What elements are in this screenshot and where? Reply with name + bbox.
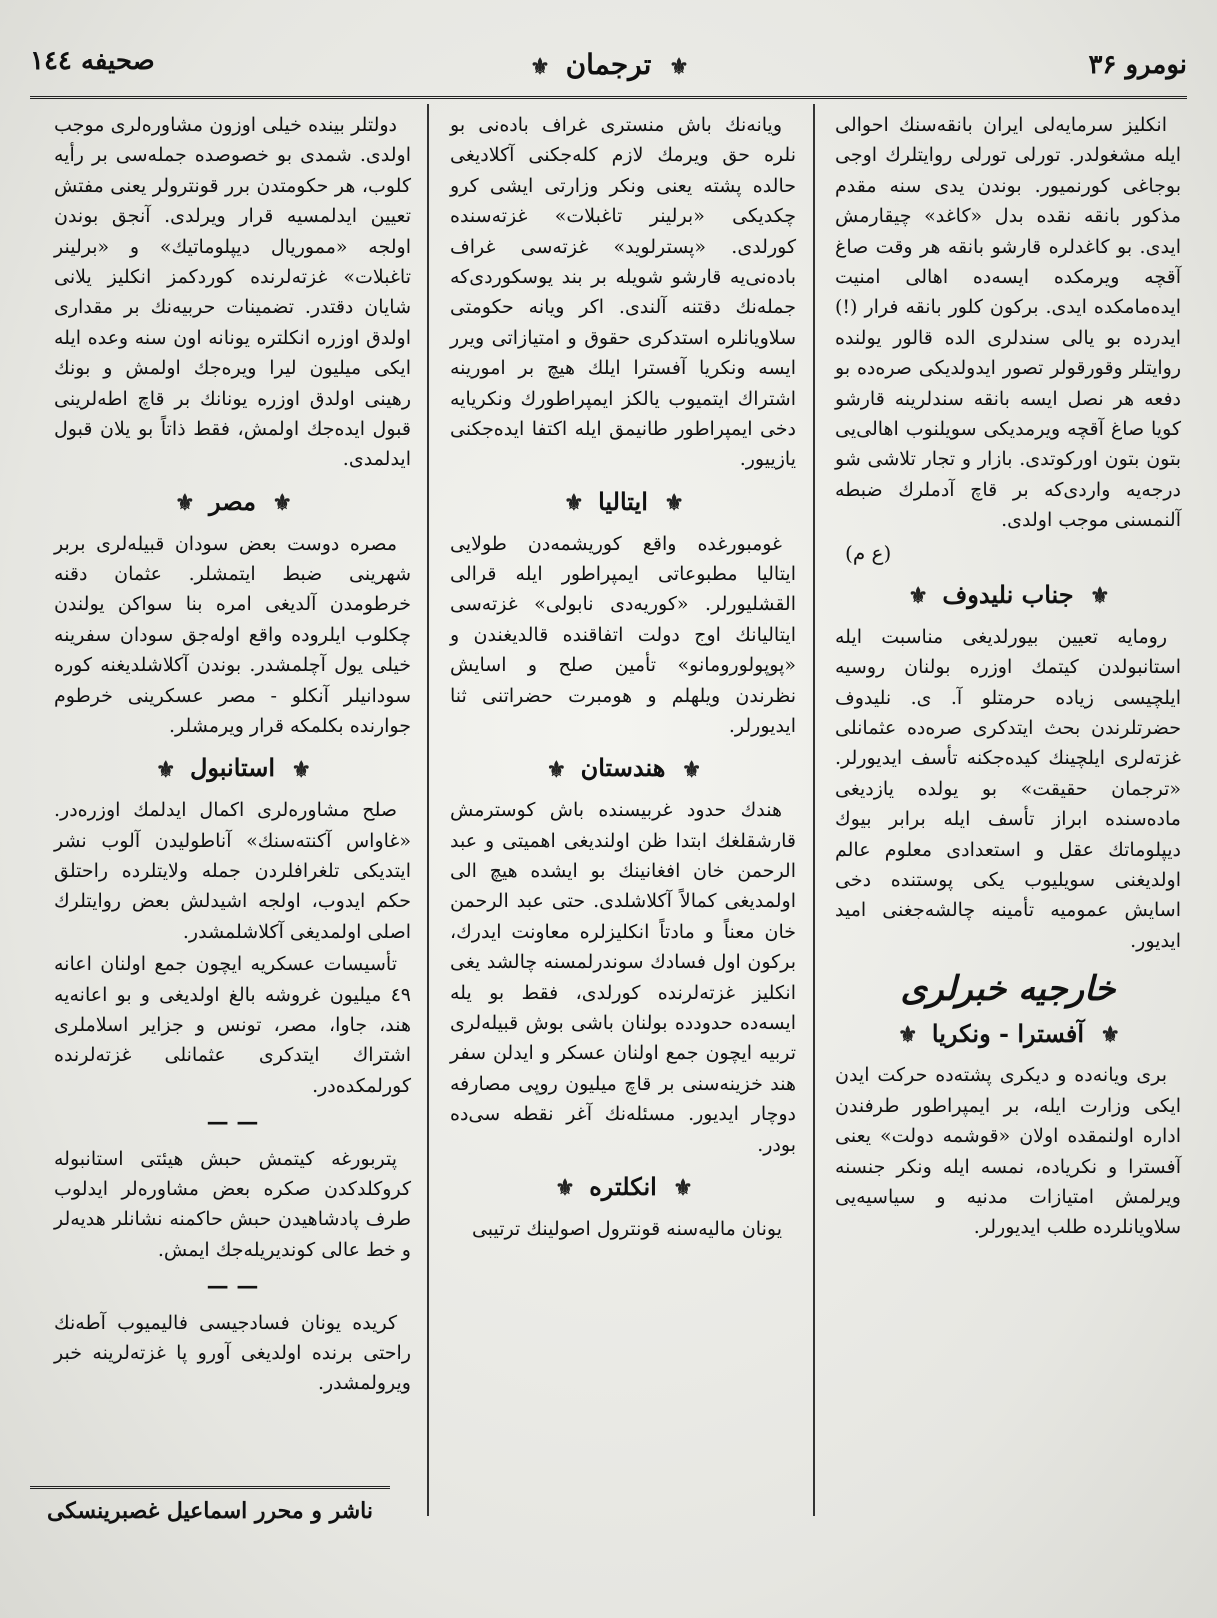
section-heading-text: استانبول — [189, 753, 276, 783]
article-paragraph: هندك حدود غربيسنده باش كوسترمش قارشقلغك ابتدا ظن اولنديغى اهميتى و عبد الرحمن خان افغانينك بو ايشده هيچ الى اولمديغى كمالاً آكلاشلدى. حتى عبد الرحمن خان معناً و مادتاً انكليزلره معاونت ايدرك، بركون اول فسادك سوندرلمسنه چالشد يغى انكليز غزته‌لرنده كورلدى، فقط بو يله ايسه‌ده حدودده بولنان باشى بوش قبيله‌لرى تربيه ايچون جمع اولنان عسكر و ايدلن سفر هند خزينه‌سنى بر قاچ ميليون روپى مصارفه دوچار ايديور. مسئله‌نك آغر نقطه سى‌ده بودر. — [450, 799, 796, 1156]
masthead-title-text: ترجمان — [565, 48, 652, 81]
article-paragraph: تأسيسات عسكريه ايچون جمع اولنان اعانه ٤٩ ميليون غروشه بالغ اولديغى و بو اعانه‌يه هند، جاوا، مصر، تونس و جزاير اسلاملرى اشتراك ايتدكرى عثمانلى غزته‌لرنده كورلمكده‌در. — [54, 953, 411, 1097]
issue-number: نومرو ۳۶ — [1088, 50, 1187, 80]
article-paragraph: برى ويانه‌ده و ديكرى پشته‌ده حركت ايدن ايكى وزارت ايله، بر ايمپراطور طرفندن اداره اولنمقده اولان «قوشمه دولت» يعنى آفسترا و نكريا‌ده، نمسه ايله ونكر جنسنه ويرلمش امتيازات مدنيه و سياسيه‌يى سلاويانلرده طلب ايديورلر. — [835, 1064, 1181, 1239]
article-paragraph: پتربورغه كيتمش حبش هيئتى استانبوله كروكلدكدن صكره بعض مشاوره‌لر ايدلوب طرف پادشاهيدن حبش حاكمنه نشانلر هديه‌لر و خط عالى كونديريله‌جك ايمش. — [54, 1147, 411, 1261]
section-heading — [835, 1019, 1181, 1051]
ornament-icon: ⚜ — [530, 53, 548, 80]
masthead-title — [30, 48, 1187, 81]
section-heading-text: مصر — [209, 486, 256, 516]
column-middle — [438, 104, 808, 1516]
footer-rule — [30, 1486, 390, 1489]
section-heading — [54, 753, 411, 785]
section-heading-text: آفسترا - ونكريا — [931, 1018, 1085, 1048]
article-paragraph: يونان ماليه‌سنه قونترول اصولينك ترتيبى — [471, 1217, 782, 1240]
section-heading-text: ايتاليا — [598, 486, 648, 516]
article-paragraph: ويانه‌نك باش منسترى غراف باده‌نى بو نلره حق ويرمك لازم كله‌جكنى آكلاديغى حالده پشته يعنى ونكر وزارتى ايشى كرو چكديكى «برلينر تاغبلات» غزته‌سنده كورلدى. «پسترلويد» غزته‌سى غراف باده‌نى‌يه قارشو شويله بر بند يوسكوردى‌كه جمله‌نك دقتنه آلندى. اكر ويانه حكومتى سلاويانلره استدكرى حقوق و امتيازاتى ويرر ايسه ونكريا آفسترا ايلك هيچ بر امورينه اشتراك ايتميوب يالكز ايمپراطورك ونكريايه دخى ايمپراطور طانيمق ايله اكتفا ايده‌جكنى يازييور. — [450, 114, 796, 471]
column-right — [823, 104, 1193, 1516]
ornament-icon: ⚜ — [897, 1021, 916, 1048]
section-heading — [54, 487, 411, 519]
major-section-heading: خارجيه خبرلرى — [900, 969, 1116, 1010]
ornament-icon: ⚜ — [564, 490, 582, 517]
article-paragraph: انكليز سرمايه‌لى ايران بانقه‌سنك احوالى ايله مشغولدر. تورلى تورلى روايتلرك اوجى بوجاغى كورنميور. بوندن يدى سنه مقدم مذكور بانقه نقده بدل «كاغد» چيقارمش ايدى. بو كاغدلره قارشو بانقه هر وقت صاغ آقچه ويرمكده ايسه‌ده اهالى امنيت ايده‌مامكده ايدى. بركون كلور بانقه فرار (!) ايدرده بو يالى سندلرى الده قالور يولنده روايتلر وقورقولر تصور ايدولديكى صره‌ده بو دفعه هر نصل ايسه بانقه سندلرينه قارشو كويا صاغ آقچه ويرمديكى سويلنوب اهالى‌يى بتون بتون اوركوتدى. بازار و تجار تلاشى شو درجه‌يه واردى‌كه بر قاچ آدملرك ضبطه آلنمسنى موجب اولدى. — [835, 114, 1181, 532]
ornament-icon: ⚜ — [291, 756, 310, 783]
ornament-icon: ⚜ — [174, 490, 193, 517]
publisher-line: ناشر و محرر اسماعيل غصبرينسكى — [46, 1498, 374, 1524]
columns-container — [24, 104, 1193, 1516]
article-paragraph: دولتلر بينده خيلى اوزون مشاوره‌لرى موجب اولدى. شمدى بو خصوصده جمله‌سى بر رأيه كلوب، هر حكومتدن برر قونترولر يعنى مفتش تعيين ايدلمسيه قرار ويرلدى. آنجق بوندن اولجه «مموريال ديپلوماتيك» و «برلينر تاغبلات» غزته‌لرنده كوردكمز انكليز يلانى شايان دقتدر. تضمينات حربيه‌نك بر مقدارى اولدق اوزره انكلتره يونانه اون سنه وعده ايله ايكى ميليون ليرا ويره‌جك اولمش و بونك رهينى اولدق اوزره يونانك بر قاچ اطه‌لرينى قبول ايده‌جك اولمش، فقط ذاتاً بو يلان قبول ايدلمدى. — [54, 114, 411, 471]
header-rule — [30, 96, 1187, 99]
ornament-icon: ⚜ — [664, 490, 682, 517]
separator-dash: — — — [206, 1273, 259, 1300]
ornament-icon: ⚜ — [1090, 583, 1108, 610]
section-heading — [450, 753, 796, 785]
section-heading — [835, 580, 1181, 612]
article-paragraph: كريده يونان فسادجيسى فاليميوب آطه‌نك راحتى برنده اولديغى آورو پا غزته‌لرينه خبر ويرولمشدر. — [54, 1311, 411, 1395]
article-paragraph: غومبورغده واقع كوريشمه‌دن طولايى ايتاليا مطبوعاتى ايمپراطور ايله قرالى القشليورلر. «كوريه‌دى نابولى» غزته‌سى ايتاليانك اوج دولت اتفاقنده قالديغندن و «پوپولورومانو» تأمين صلح و اسايش نظرندن ويلهلم و هومبرت حضراتنى ثنا ايديورلر. — [450, 532, 796, 738]
separator-dash: — — — [206, 1109, 259, 1136]
ornament-icon: ⚜ — [1100, 1021, 1119, 1048]
section-heading-text: جناب نليدوف — [942, 580, 1074, 610]
ornament-icon: ⚜ — [681, 756, 700, 783]
ornament-icon: ⚜ — [673, 1175, 691, 1202]
ornament-icon: ⚜ — [155, 756, 174, 783]
column-left — [42, 104, 423, 1516]
column-divider — [813, 104, 815, 1516]
article-paragraph: صلح مشاوره‌لرى اكمال ايدلمك اوزره‌در. «غاواس آكنته‌سنك» آناطوليدن آلوب نشر ايتديكى تلغرافلردن جمله ولايتلرده راحتلق حكم ايدوب، اولجه اشيدلش بعض روايتلرك اصلى اولمديغى آكلاشلمشدر. — [54, 799, 411, 943]
article-signature: (ع م) — [845, 540, 892, 565]
section-heading-text: انكلتره — [589, 1172, 657, 1201]
ornament-icon: ⚜ — [555, 1175, 573, 1202]
section-heading — [450, 487, 796, 519]
column-divider — [427, 104, 429, 1516]
section-heading — [450, 1172, 796, 1204]
ornament-icon: ⚜ — [669, 53, 687, 80]
section-heading-text: هندستان — [580, 753, 666, 783]
article-paragraph: رومايه تعيين بيورلديغى مناسبت ايله استانبولدن كيتمك اوزره بولنان روسيه ايلچيسى زياده حرمتلو آ. ى. نليدوف حضرتلرندن بحث ايتدكرى صره‌ده عثمانلى غزته‌لرى ايلچينك كيده‌جكنه تأسف ايديورلر. «ترجمان حقيقت» بو يولده يازديغى ماده‌سنده ابراز تأسف ايله برابر بيوك ديپلوماتك عقل و استعدادى معلوم عالم اولديغنى سويليوب يكى پوستنده دخى اسايش عموميه تأمينه چالشه‌جغنى اميد ايديور. — [835, 625, 1181, 952]
page-number: صحيفه ۱٤٤ — [30, 46, 155, 76]
page-header — [30, 36, 1187, 96]
article-paragraph: مصره دوست بعض سودان قبيله‌لرى بربر شهرينى ضبط ايتمشلر. عثمان دقنه خرطومدن آلديغى امره بنا سواكن يولندن چكلوب ايلروده واقع اوله‌جق سودان سفرينه خيلى يول آچلمشدر. بوندن آكلاشلديغنه كوره سودانيلر آنكلو - مصر عسكرينى خرطوم جوارنده بكلمكه قرار ويرمشلر. — [54, 532, 411, 738]
ornament-icon: ⚜ — [546, 756, 565, 783]
ornament-icon: ⚜ — [272, 490, 291, 517]
ornament-icon: ⚜ — [908, 583, 926, 610]
